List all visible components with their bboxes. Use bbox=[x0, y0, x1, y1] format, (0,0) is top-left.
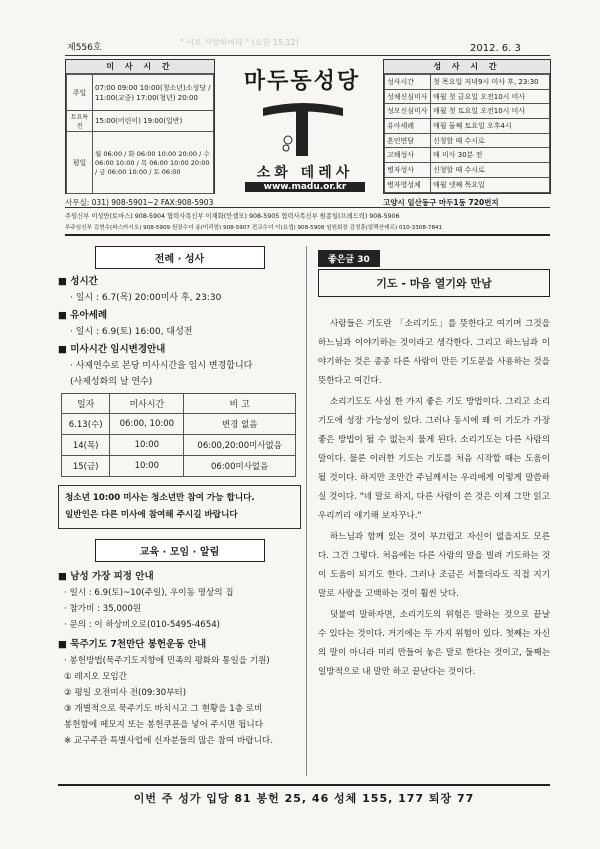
sacrament-row bbox=[385, 104, 550, 119]
cross-logo-icon bbox=[258, 96, 348, 158]
liturgy-items bbox=[58, 273, 301, 387]
hymn-numbers: 이번 주 성가 입당 81 봉헌 25, 46 성체 155, 177 퇴장 77 bbox=[133, 792, 475, 805]
mass-times-box bbox=[65, 59, 215, 194]
sacrament-value: 신청할 때 수시로 bbox=[431, 133, 550, 148]
sacrament-label: 혼인면담 bbox=[385, 133, 431, 148]
table-cell: 6.13(수) bbox=[62, 414, 110, 435]
notice-line: · 사제연수로 본당 미사시간을 임시 변경합니다 bbox=[70, 361, 253, 371]
education-line: ※ 교구주관 특별사업에 신자분들의 많은 참여 바랍니다. bbox=[64, 736, 273, 746]
table-header: 미사시간 bbox=[110, 394, 184, 414]
notice-title: ■ 유아세례 bbox=[58, 310, 107, 321]
staff-contacts-2: 부주임신부 김현수(파스카시오) 908-5909 원장수녀 송(미리엄) 908-5907 전교수녀 이(요셉) 908-5908 임원회장 김정훈(알렉산데르) 010-3308-7841 bbox=[65, 225, 443, 231]
issue-number: 제556호 bbox=[67, 43, 102, 53]
parish-name: 마두동성당 bbox=[243, 69, 361, 94]
column-divider bbox=[306, 246, 307, 776]
notice-line: · 일시 : 6.7(목) 20:00미사 후, 23:30 bbox=[70, 293, 222, 303]
notice-title: ■ 미사시간 임시변경안내 bbox=[58, 344, 166, 355]
right-column bbox=[318, 247, 550, 684]
education-items bbox=[58, 568, 301, 746]
mass-row-label: 토요특전 bbox=[67, 111, 93, 132]
sacrament-label: 병자성사 bbox=[385, 163, 431, 178]
education-line: · 일시 : 6.9(토)~10(주일), 우이동 명상의 집 bbox=[64, 588, 234, 598]
contact-rule bbox=[65, 207, 550, 208]
table-cell: 06:00,20:00미사없음 bbox=[184, 435, 296, 456]
sacrament-value: 매월 둘째 토요일 오후4시 bbox=[431, 119, 550, 134]
education-title: ■ 묵주기도 7천만단 봉헌운동 안내 bbox=[58, 639, 207, 650]
staff-contacts-1: 주임신부 이성만(토마스) 908-5904 협력사목신부 이재화(안셀모) 908-5905 협력사목신부 원종일(프레드릭) 908-5906 bbox=[65, 213, 400, 220]
table-cell: 10:00 bbox=[110, 456, 184, 477]
sacrament-row bbox=[385, 119, 550, 134]
notice-item bbox=[58, 307, 301, 337]
sacrament-label: 고해성사 bbox=[385, 148, 431, 163]
mass-times-title: 미 사 시 간 bbox=[66, 60, 214, 74]
table-row bbox=[62, 456, 296, 477]
notice-line: (사제성화의 날 연수) bbox=[70, 377, 153, 387]
liturgy-heading: 전례 · 성사 bbox=[95, 246, 265, 269]
sacrament-row bbox=[385, 177, 550, 192]
table-cell: 변경 없음 bbox=[184, 414, 296, 435]
header-bottom-rule bbox=[65, 234, 550, 236]
column-title: 기도 - 마음 열기와 만남 bbox=[318, 269, 550, 297]
education-line: · 참가비 : 35,000원 bbox=[64, 604, 142, 614]
column-paragraph: 하느님과 함께 있는 것이 부끄럽고 자신이 없을지도 모른다. 그건 그렇다. 처음에는 다른 사람의 말을 빌려 기도하는 것이 도움이 되기도 한다. 그러나 조금은 서툴더라도 직접 지기말로 사랑을 고백하는 것이 훨씬 낫다. bbox=[318, 532, 550, 599]
top-rule bbox=[65, 55, 550, 56]
education-line: ① 레지오 모임간 bbox=[64, 672, 127, 682]
sacrament-label: 유아세례 bbox=[385, 119, 431, 134]
table-header: 일자 bbox=[62, 394, 110, 414]
sacrament-times-box bbox=[383, 59, 551, 194]
column-badge: 좋은글 30 bbox=[318, 250, 380, 267]
sacrament-row bbox=[385, 133, 550, 148]
sacrament-value: 매월 첫 토요일 오전10시 미사 bbox=[431, 104, 550, 119]
office-contact: 사무실: 031) 908-5901~2 FAX:908-5903 bbox=[65, 198, 214, 207]
sacrament-label: 병자영성체 bbox=[385, 177, 431, 192]
sacrament-label: 성모신심미사 bbox=[385, 104, 431, 119]
table-header: 비 고 bbox=[184, 394, 296, 414]
notice-line-2: 일반인은 다른 미사에 참여해 주시길 바랍니다 bbox=[65, 510, 238, 520]
sacrament-value: 신청할 때 수시로 bbox=[431, 163, 550, 178]
education-item bbox=[58, 568, 301, 630]
column-paragraph: 덧붙여 말하자면, 소리기도의 위험은 말하는 것으로 끝날 수 있다는 것이다. 거기에는 두 가지 위험이 있다. 첫째는 자신의 말이 아니라 미리 만들어 놓은 말로 한다는 것이고, 둘째는 일방적으로 내 말만 하고 끝난다는 것이다. bbox=[318, 610, 550, 677]
table-cell: 06:00, 10:00 bbox=[110, 414, 184, 435]
footer-rule bbox=[58, 784, 550, 786]
education-line: · 문의 : 이 하상비오로(010-5495-4654) bbox=[64, 620, 221, 630]
education-title: ■ 남성 가장 피정 안내 bbox=[58, 571, 154, 582]
table-row bbox=[62, 414, 296, 435]
education-item bbox=[58, 636, 301, 746]
sacrament-row bbox=[385, 75, 550, 90]
left-column bbox=[58, 246, 301, 746]
sacrament-value: 첫 목요일 저녁9시 미사 후, 23:30 bbox=[431, 75, 550, 90]
table-row bbox=[62, 435, 296, 456]
mass-row-value: 07:00 09:00 10:00(청소년)소성당 / 11:00(교중) 17:00(청년) 20:00 bbox=[93, 75, 214, 111]
education-line: · 봉헌방법(묵주기도지향에 민족의 평화와 통일을 기원) bbox=[64, 656, 270, 666]
mass-row-label: 평일 bbox=[67, 132, 93, 194]
table-cell: 14(목) bbox=[62, 435, 110, 456]
header-faint-text: " 서로 사랑하여라 " (요한 15,12) bbox=[180, 38, 299, 47]
issue-date: 2012. 6. 3 bbox=[470, 43, 521, 54]
education-heading: 교육 · 모임 · 알림 bbox=[95, 539, 265, 562]
sacrament-row bbox=[385, 148, 550, 163]
sacrament-value: 매월 첫 금요일 오전10시 미사 bbox=[431, 89, 550, 104]
education-line: ② 평일 오전미사 전(09:30부터) bbox=[64, 688, 187, 698]
patron-name: 소화 데레사 bbox=[256, 165, 354, 181]
sacrament-label: 성사시간 bbox=[385, 75, 431, 90]
notice-line-1: 청소년 10:00 미사는 청소년만 참여 가능 합니다. bbox=[65, 493, 255, 503]
parish-address: 고양시 일산동구 마두1동 720번지 bbox=[383, 198, 499, 207]
mass-change-table bbox=[61, 393, 296, 477]
mass-row-label: 주일 bbox=[67, 75, 93, 111]
sacrament-label: 성체신심미사 bbox=[385, 89, 431, 104]
sacrament-row bbox=[385, 89, 550, 104]
sacrament-value: 매 미사 30분 전 bbox=[431, 148, 550, 163]
notice-line: · 일시 : 6.9(토) 16:00, 대성전 bbox=[70, 327, 193, 337]
sacrament-value: 매월 넷째 목요일 bbox=[431, 177, 550, 192]
notice-item bbox=[58, 273, 301, 303]
notice-title: ■ 성시간 bbox=[58, 276, 98, 287]
sacrament-times-title: 성 사 시 간 bbox=[384, 60, 550, 74]
table-cell: 06:00미사없음 bbox=[184, 456, 296, 477]
column-body bbox=[318, 315, 550, 682]
table-cell: 15(금) bbox=[62, 456, 110, 477]
sacrament-row bbox=[385, 163, 550, 178]
column-paragraph: 사람들은 기도란 「소리기도」를 뜻한다고 여기며 그것을 하느님과 이야기하는 것이라고 생각한다. 그리고 하느님과 이야기하는 것은 종종 다른 사람이 만든 기도문을 사용하는 것을 뜻한다고 여긴다. bbox=[318, 319, 550, 386]
education-line: ③ 개별적으로 묵주기도 바치시고 그 현황을 1층 로비 bbox=[64, 704, 263, 714]
notice-item bbox=[58, 341, 301, 387]
column-paragraph: 소리기도도 사실 한 가지 좋은 기도 방법이다. 그리고 소리기도에 성장 가능성이 있다. 그러나 동시에 왜 이 기도가 가장 좋은 방법이 될 수 없는지 물게 된다. 소리기도는 다른 사람의 말이다. 물론 이러한 기도는 기도를 처음 시작할 때는 도움이 될 것이다. 하지만 조만간 주님께서는 우리에게 이렇게 말씀하실 것이다. "네 말로 하지, 다른 사람이 쓴 것은 이제 그만 읽고 우리끼리 얘기해 보자꾸나." bbox=[318, 397, 550, 521]
mass-row-value: 15:00(어린이) 19:00(일반) bbox=[93, 111, 214, 132]
mass-row-value: 월 06:00 / 화 06:00 10:00 20:00 / 수 06:00 10:00 / 목 06:00 10:00 20:00 / 금 06:00 10:00 / 토 06:00 bbox=[93, 132, 214, 194]
parish-url[interactable]: www.madu.or.kr bbox=[245, 182, 365, 192]
youth-mass-notice bbox=[58, 485, 301, 529]
education-line: 봉헌함에 메모지 또는 봉헌쿠폰을 넣어 주시면 됩니다 bbox=[64, 720, 264, 730]
table-cell: 10:00 bbox=[110, 435, 184, 456]
